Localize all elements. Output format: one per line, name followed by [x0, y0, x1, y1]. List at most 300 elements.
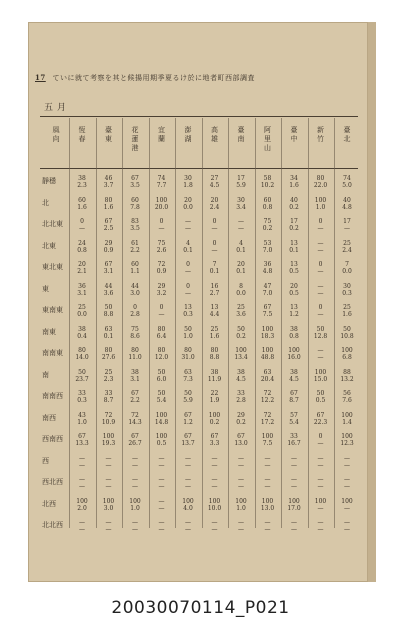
cell-frequency: 25	[237, 304, 245, 311]
cell-frequency: 47	[263, 282, 272, 290]
cell-frequency: 38	[78, 325, 86, 333]
table-row	[40, 280, 358, 301]
cell-frequency: —	[344, 519, 350, 526]
cell-frequency: 17	[343, 218, 351, 225]
cell-frequency: 100	[261, 347, 274, 354]
cell-value: 2.4	[209, 203, 220, 211]
table-cell	[70, 369, 94, 383]
cell-frequency: 63	[263, 368, 272, 376]
cell-value: 2.5	[103, 225, 114, 232]
table-row	[40, 215, 358, 236]
table-top-rule	[40, 116, 358, 117]
cell-frequency: 56	[343, 390, 351, 397]
table-cell	[97, 476, 121, 490]
cell-frequency: —	[291, 519, 297, 526]
cell-frequency: 38	[290, 325, 298, 333]
cell-value: —	[158, 483, 165, 490]
cell-value: 4.5	[209, 182, 220, 189]
table-cell	[335, 347, 359, 361]
table-row	[40, 366, 358, 387]
cell-frequency: 72	[157, 261, 166, 268]
table-cell	[176, 347, 200, 361]
table-cell	[176, 326, 200, 340]
cell-frequency: 74	[343, 175, 351, 182]
table-cell	[150, 283, 174, 297]
table-cell	[70, 519, 94, 533]
cell-frequency: 25	[78, 304, 86, 311]
cell-value: 10.2	[260, 182, 275, 189]
table-cell	[335, 412, 359, 426]
table-cell	[70, 498, 94, 512]
cell-value: —	[317, 225, 324, 232]
cell-frequency: 25	[343, 304, 351, 311]
cell-frequency: 7	[345, 261, 349, 268]
table-cell	[309, 240, 333, 254]
cell-value: 3.1	[103, 268, 114, 275]
cell-value: —	[291, 461, 297, 469]
cell-value: 2.1	[77, 268, 87, 275]
cell-frequency: 29	[104, 239, 113, 247]
table-cell	[203, 240, 227, 254]
table-cell	[70, 433, 94, 447]
month-label: 五月	[44, 103, 71, 113]
table-cell	[150, 390, 174, 404]
cell-frequency: 67	[104, 218, 113, 225]
table-cell	[256, 390, 280, 404]
cell-frequency: —	[317, 347, 324, 354]
table-cell	[203, 175, 227, 189]
cell-frequency: 13	[290, 304, 298, 311]
cell-value: 1.0	[236, 504, 246, 512]
cell-frequency: 29	[157, 282, 166, 290]
cell-value: —	[211, 246, 218, 254]
table-cell	[282, 476, 306, 490]
cell-value: 16.0	[287, 354, 301, 361]
table-cell	[97, 369, 121, 383]
cell-value: 2.4	[342, 246, 352, 254]
cell-value: 0.0	[236, 289, 246, 297]
cell-value: 6.0	[156, 375, 167, 383]
table-row	[40, 301, 358, 322]
cell-frequency: 100	[155, 196, 168, 204]
cell-value: 8.6	[130, 332, 140, 340]
table-cell	[229, 476, 253, 490]
cell-frequency: 61	[131, 239, 139, 247]
cell-value: 0.1	[103, 332, 114, 340]
table-cell	[309, 347, 333, 361]
cell-value: —	[158, 461, 165, 469]
table-cell	[229, 304, 253, 318]
table-cell	[176, 519, 200, 533]
row-label: 南東	[42, 327, 56, 336]
cell-frequency: —	[211, 519, 218, 526]
table-cell	[123, 347, 147, 361]
table-cell	[229, 175, 253, 189]
table-cell	[256, 519, 280, 533]
cell-value: 1.0	[130, 504, 140, 512]
cell-value: —	[158, 526, 165, 533]
table-cell	[256, 455, 280, 469]
cell-value: 8.7	[289, 397, 299, 404]
cell-value: 7.6	[342, 397, 352, 404]
cell-value: 0.1	[236, 246, 246, 254]
cell-value: —	[158, 504, 165, 512]
cell-value: —	[264, 461, 271, 469]
table-cell	[150, 304, 174, 318]
table-cell	[203, 412, 227, 426]
cell-frequency: 74	[157, 175, 166, 182]
table-cell	[282, 175, 306, 189]
cell-frequency: 75	[131, 325, 139, 333]
table-cell	[335, 433, 359, 447]
header-bottom-rule	[40, 168, 358, 169]
cell-frequency: 20	[210, 196, 219, 204]
table-row	[40, 194, 358, 215]
table-cell	[70, 218, 94, 232]
cell-value: 22.0	[313, 182, 328, 189]
cell-frequency: 0	[318, 261, 323, 268]
table-cell	[123, 218, 147, 232]
cell-value: 0.3	[342, 289, 352, 297]
table-cell	[150, 498, 174, 512]
cell-frequency: 13	[290, 239, 298, 247]
table-cell	[282, 369, 306, 383]
row-label: 北西	[42, 499, 56, 508]
table-cell	[97, 390, 121, 404]
cell-frequency: 0	[212, 239, 217, 247]
cell-value: 0.2	[236, 332, 246, 340]
cell-value: —	[105, 461, 112, 469]
table-cell	[203, 498, 227, 512]
cell-value: —	[317, 483, 324, 490]
cell-value: —	[185, 225, 191, 232]
cell-frequency: 67	[316, 411, 325, 419]
cell-value: 1.0	[77, 418, 87, 426]
table-cell	[335, 369, 359, 383]
cell-value: —	[211, 461, 218, 469]
cell-frequency: 33	[78, 390, 86, 397]
cell-frequency: —	[344, 476, 350, 483]
image-caption: 20030070114_P021	[111, 598, 290, 618]
cell-value: 3.6	[103, 289, 114, 297]
cell-value: 2.3	[77, 182, 87, 189]
table-cell	[123, 326, 147, 340]
table-cell	[282, 455, 306, 469]
cell-frequency: 100	[155, 433, 168, 440]
column-header: 臺 東	[105, 126, 112, 143]
cell-frequency: 33	[237, 390, 245, 397]
cell-frequency: 50	[157, 390, 166, 397]
cell-frequency: 80	[157, 325, 166, 333]
cell-frequency: 67	[290, 390, 298, 397]
table-cell	[282, 218, 306, 232]
cell-value: 17.2	[260, 418, 275, 426]
cell-value: —	[317, 504, 324, 512]
table-cell	[70, 347, 94, 361]
cell-frequency: 30	[184, 175, 192, 182]
table-cell	[309, 455, 333, 469]
cell-value: 10.0	[207, 504, 222, 512]
cell-value: 0.5	[315, 397, 326, 404]
cell-frequency: —	[291, 454, 297, 462]
cell-frequency: 67	[131, 433, 139, 440]
cell-frequency: 83	[131, 218, 139, 225]
table-cell	[150, 197, 174, 211]
table-row	[40, 323, 358, 344]
cell-frequency: 36	[78, 282, 86, 290]
cell-value: —	[344, 483, 350, 490]
cell-value: 0.3	[77, 397, 87, 404]
table-cell	[256, 175, 280, 189]
cell-value: 0.0	[77, 311, 87, 318]
cell-frequency: 75	[157, 239, 166, 247]
table-cell	[203, 519, 227, 533]
cell-value: —	[185, 461, 191, 469]
cell-frequency: —	[185, 519, 191, 526]
cell-frequency: —	[317, 454, 324, 462]
cell-frequency: 60	[131, 196, 139, 204]
cell-frequency: 67	[131, 390, 139, 397]
cell-value: 14.3	[128, 418, 142, 426]
cell-frequency: 100	[314, 368, 327, 376]
table-cell	[97, 175, 121, 189]
table-cell	[97, 218, 121, 232]
cell-frequency: —	[317, 519, 324, 526]
table-cell	[203, 476, 227, 490]
cell-value: 1.0	[183, 332, 193, 340]
table-cell	[97, 433, 121, 447]
table-cell	[97, 455, 121, 469]
cell-value: 3.0	[103, 504, 114, 512]
table-cell	[229, 412, 253, 426]
cell-value: 11.0	[128, 354, 142, 361]
cell-value: —	[79, 526, 85, 533]
cell-value: 14.8	[154, 418, 169, 426]
table-cell	[176, 240, 200, 254]
cell-value: 0.5	[289, 268, 299, 275]
cell-value: 1.8	[183, 182, 193, 189]
cell-value: 5.9	[183, 397, 193, 404]
cell-frequency: 60	[78, 196, 86, 204]
row-label: 南西	[42, 413, 56, 422]
table-cell	[256, 304, 280, 318]
cell-value: 3.7	[103, 182, 114, 189]
cell-value: 1.1	[130, 268, 140, 275]
table-cell	[229, 347, 253, 361]
cell-frequency: 20	[237, 261, 245, 268]
cell-value: —	[211, 225, 218, 232]
table-cell	[176, 433, 200, 447]
cell-frequency: —	[344, 454, 350, 462]
cell-value: 0.1	[209, 268, 220, 275]
cell-frequency: 63	[104, 325, 113, 333]
cell-value: 48.8	[260, 354, 275, 361]
cell-value: 8.8	[103, 311, 114, 318]
cell-value: —	[317, 440, 324, 447]
cell-value: 2.2	[130, 246, 140, 254]
cell-value: —	[264, 526, 271, 533]
cell-value: 0.3	[183, 311, 193, 318]
cell-frequency: 38	[131, 368, 139, 376]
table-cell	[229, 240, 253, 254]
cell-value: 0.4	[77, 332, 87, 340]
table-cell	[97, 261, 121, 275]
cell-value: —	[185, 268, 191, 275]
cell-frequency: 100	[102, 497, 115, 505]
cell-frequency: 50	[316, 325, 325, 333]
column-header: 宜 蘭	[158, 126, 165, 143]
table-cell	[203, 304, 227, 318]
cell-value: —	[158, 311, 165, 318]
cell-value: 0.2	[289, 225, 299, 232]
cell-frequency: —	[105, 519, 112, 526]
table-cell	[309, 261, 333, 275]
table-cell	[123, 455, 147, 469]
cell-frequency: 43	[78, 411, 86, 419]
cell-frequency: 20	[290, 282, 298, 290]
row-label: 靜穩	[42, 177, 56, 185]
cell-frequency: 0	[80, 218, 84, 225]
cell-value: 3.4	[236, 203, 246, 211]
cell-value: 1.6	[103, 203, 114, 211]
cell-value: —	[79, 461, 85, 469]
cell-value: 7.5	[262, 311, 273, 318]
table-cell	[229, 197, 253, 211]
table-cell	[282, 412, 306, 426]
cell-value: 4.0	[183, 504, 193, 512]
cell-value: —	[79, 483, 85, 490]
cell-value: 19.3	[101, 440, 116, 447]
cell-value: —	[291, 526, 297, 533]
cell-frequency: 17	[237, 175, 245, 182]
cell-value: 7.5	[262, 440, 273, 447]
row-label: 南	[42, 370, 49, 379]
cell-frequency: 100	[261, 433, 274, 440]
cell-value: 22.3	[313, 418, 328, 426]
cell-frequency: 30	[343, 282, 351, 290]
cell-frequency: 13	[184, 304, 192, 311]
cell-frequency: 75	[263, 218, 272, 225]
table-cell	[97, 347, 121, 361]
table-cell	[150, 476, 174, 490]
table-cell	[229, 498, 253, 512]
table-cell	[309, 197, 333, 211]
cell-value: 20.4	[260, 375, 275, 383]
cell-frequency: 20	[78, 261, 86, 268]
table-cell	[176, 218, 200, 232]
table-cell	[282, 347, 306, 361]
cell-value: 4.4	[209, 311, 220, 318]
table-cell	[309, 433, 333, 447]
table-cell	[123, 240, 147, 254]
cell-frequency: —	[158, 519, 165, 526]
table-cell	[309, 175, 333, 189]
cell-frequency: 100	[129, 497, 141, 505]
cell-value: 3.0	[130, 289, 140, 297]
cell-frequency: 13	[210, 304, 219, 311]
table-cell	[70, 197, 94, 211]
table-cell	[123, 197, 147, 211]
row-label: 南南西	[42, 392, 63, 400]
cell-value: 12.0	[154, 354, 169, 361]
table-row	[40, 409, 358, 430]
cell-frequency: —	[185, 476, 191, 483]
cell-value: 0.1	[236, 268, 246, 275]
cell-frequency: 17	[290, 218, 298, 225]
cell-frequency: 0	[318, 304, 323, 311]
table-cell	[256, 369, 280, 383]
cell-value: 1.6	[342, 311, 352, 318]
table-cell	[176, 369, 200, 383]
table-cell	[176, 197, 200, 211]
table-cell	[256, 412, 280, 426]
cell-value: 0.9	[156, 268, 167, 275]
cell-value: —	[291, 483, 297, 490]
cell-frequency: 25	[210, 325, 219, 333]
cell-value: 0.0	[183, 203, 193, 211]
cell-frequency: 44	[104, 282, 113, 290]
cell-value: —	[317, 354, 324, 361]
table-cell	[203, 390, 227, 404]
table-cell	[282, 283, 306, 297]
cell-value: 0.5	[156, 440, 167, 447]
table-cell	[97, 326, 121, 340]
cell-value: 0.1	[289, 246, 299, 254]
cell-value: 1.2	[289, 311, 299, 318]
table-cell	[123, 283, 147, 297]
cell-frequency: 100	[341, 347, 353, 354]
cell-frequency: 80	[104, 347, 113, 354]
table-cell	[309, 218, 333, 232]
column-header: 風 向	[52, 126, 60, 143]
cell-value: —	[211, 483, 218, 490]
cell-frequency: 67	[104, 261, 113, 268]
table-cell	[282, 197, 306, 211]
table-cell	[70, 412, 94, 426]
cell-value: 13.0	[234, 440, 248, 447]
cell-frequency: —	[185, 454, 191, 462]
table-cell	[309, 369, 333, 383]
cell-value: 5.4	[289, 418, 299, 426]
cell-frequency: 44	[131, 282, 139, 290]
cell-frequency: 38	[210, 368, 219, 376]
table-cell	[335, 476, 359, 490]
table-cell	[97, 240, 121, 254]
table-cell	[282, 390, 306, 404]
table-cell	[97, 498, 121, 512]
cell-value: 1.2	[183, 418, 193, 426]
table-cell	[150, 455, 174, 469]
cell-frequency: 100	[341, 497, 353, 505]
cell-frequency: —	[105, 454, 112, 462]
cell-frequency: 100	[208, 411, 221, 419]
cell-value: 0.8	[77, 246, 87, 254]
cell-value: 31.0	[181, 354, 195, 361]
row-label: 北北西	[42, 521, 63, 529]
table-cell	[256, 197, 280, 211]
column-header: 臺 北	[343, 126, 351, 143]
table-cell	[70, 261, 94, 275]
cell-value: 10.9	[101, 418, 116, 426]
cell-frequency: —	[79, 519, 85, 526]
cell-frequency: 67	[263, 304, 272, 311]
table-cell	[256, 433, 280, 447]
cell-value: 6.8	[342, 354, 352, 361]
table-cell	[123, 519, 147, 533]
cell-value: 1.0	[315, 203, 326, 211]
cell-value: —	[185, 289, 191, 297]
cell-value: 4.5	[289, 375, 299, 383]
